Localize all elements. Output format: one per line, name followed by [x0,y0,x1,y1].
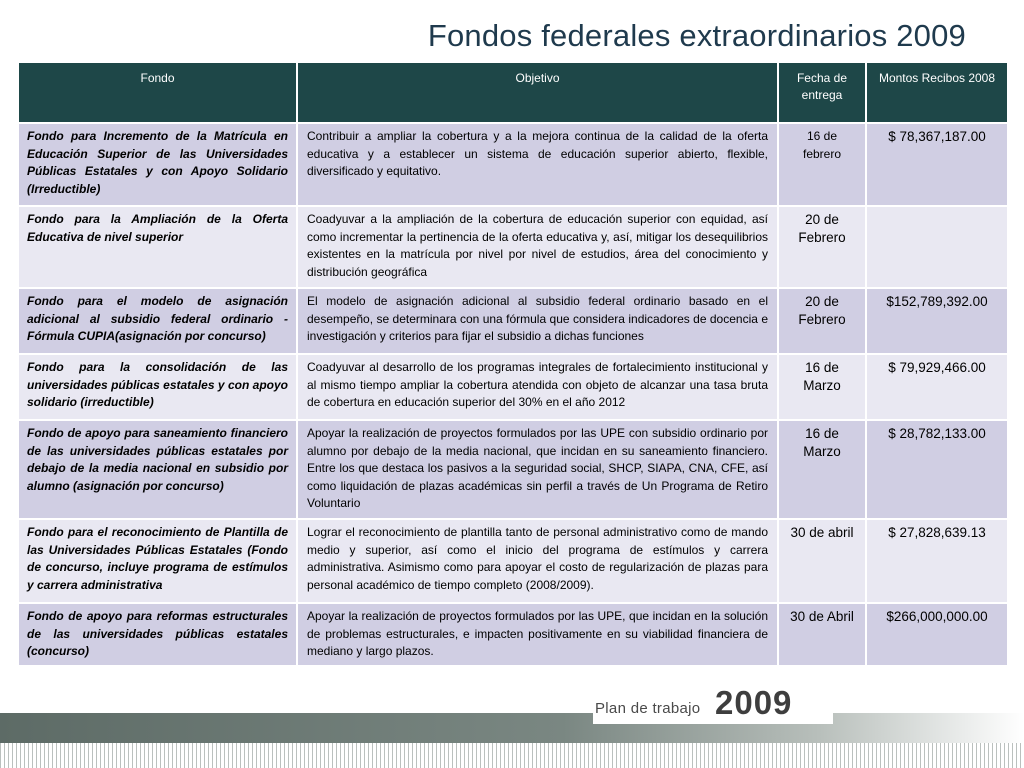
cell-fondo: Fondo para la Ampliación de la Oferta Educativa de nivel superior [18,206,297,288]
cell-fondo: Fondo de apoyo para saneamiento financiero de las universidades públicas estatales por debajo de la media nacional en subsidio por alumno (asignación por concurso) [18,420,297,519]
table-row [18,123,1008,206]
cell-fecha: 16 de Marzo [778,354,866,420]
cell-fecha: 30 de abril [778,519,866,603]
table-header-row [18,62,1008,123]
cell-fecha: 16 de febrero [778,123,866,206]
cell-fondo: Fondo para Incremento de la Matrícula en Educación Superior de las Universidades Públicas Estatales y con Apoyo Solidario (Irreductible) [18,123,297,206]
cell-fondo: Fondo para la consolidación de las universidades públicas estatales y con apoyo solidario (irreductible) [18,354,297,420]
footer-pattern [0,743,1024,768]
cell-monto: $ 78,367,187.00 [866,123,1008,206]
cell-objetivo: Apoyar la realización de proyectos formulados por las UPE con subsidio ordinario por alumno por debajo de la media nacional, que incidan en su saneamiento financiero. Entre los que destaca los pasivos a la seguridad social, SHCP, SIAPA, CNA, CFE, así como liquidación de plazas académicas sin perfil a través de Un Programa de Retiro Voluntario [297,420,778,519]
table-row [18,206,1008,288]
cell-monto: $152,789,392.00 [866,288,1008,354]
page-title: Fondos federales extraordinarios 2009 [427,18,966,53]
header-montos: Montos Recibos 2008 [866,62,1008,123]
cell-fecha: 20 de Febrero [778,206,866,288]
cell-fondo: Fondo para el modelo de asignación adicional al subsidio federal ordinario - Fórmula CUPIA(asignación por concurso) [18,288,297,354]
cell-monto: $ 27,828,639.13 [866,519,1008,603]
cell-fecha: 30 de Abril [778,603,866,666]
cell-monto: $266,000,000.00 [866,603,1008,666]
cell-fondo: Fondo de apoyo para reformas estructurales de las universidades públicas estatales (concurso) [18,603,297,666]
table-row [18,420,1008,519]
cell-objetivo: Contribuir a ampliar la cobertura y a la mejora continua de la calidad de la oferta educativa y a establecer un sistema de educación superior abierto, flexible, diversificado y equitativo. [297,123,778,206]
cell-objetivo: Apoyar la realización de proyectos formulados por las UPE, que incidan en la solución de problemas estructurales, e impacten positivamente en su viabilidad financiera de mediano y largo plazos. [297,603,778,666]
cell-objetivo: Coadyuvar al desarrollo de los programas integrales de fortalecimiento institucional y al mismo tiempo ampliar la cobertura atendida con objeto de alcanzar una tasa bruta de cobertura en educación superior del 30% en el año 2012 [297,354,778,420]
table-row [18,288,1008,354]
table-row [18,519,1008,603]
header-objetivo: Objetivo [297,62,778,123]
table-row [18,354,1008,420]
plan-year: 2009 [715,684,793,721]
cell-objetivo: Lograr el reconocimiento de plantilla tanto de personal administrativo como de mando medio y superior, así como el inicio del programa de estímulos y carrera administrativa. Asimismo como para apoyar el costo de regularización de plazas para personal académico de tiempo completo (2008/2009). [297,519,778,603]
plan-text: Plan de trabajo [595,700,701,717]
header-fecha: Fecha de entrega [778,62,866,123]
funds-table-wrapper [17,61,1007,667]
cell-objetivo: El modelo de asignación adicional al subsidio federal ordinario basado en el desempeño, se determinara con una fórmula que considera indicadores de docencia e investigación y criterios para fijar el subsidio a dichas funciones [297,288,778,354]
cell-monto [866,206,1008,288]
header-fondo: Fondo [18,62,297,123]
table-row [18,603,1008,666]
footer-bar [0,713,1024,743]
cell-fondo: Fondo para el reconocimiento de Plantilla de las Universidades Públicas Estatales (Fondo de concurso, incluye programa de estímulos y carrera administrativa [18,519,297,603]
cell-fecha: 16 de Marzo [778,420,866,519]
plan-logo [593,684,833,724]
cell-fecha: 20 de Febrero [778,288,866,354]
cell-objetivo: Coadyuvar a la ampliación de la cobertura de educación superior con equidad, así como incrementar la pertinencia de la oferta educativa y, así, mitigar los desequilibrios existentes en la matrícula por nivel por nivel de estudios, área del conocimiento y distribución geográfica [297,206,778,288]
cell-monto: $ 79,929,466.00 [866,354,1008,420]
funds-table [17,61,1009,667]
cell-monto: $ 28,782,133.00 [866,420,1008,519]
